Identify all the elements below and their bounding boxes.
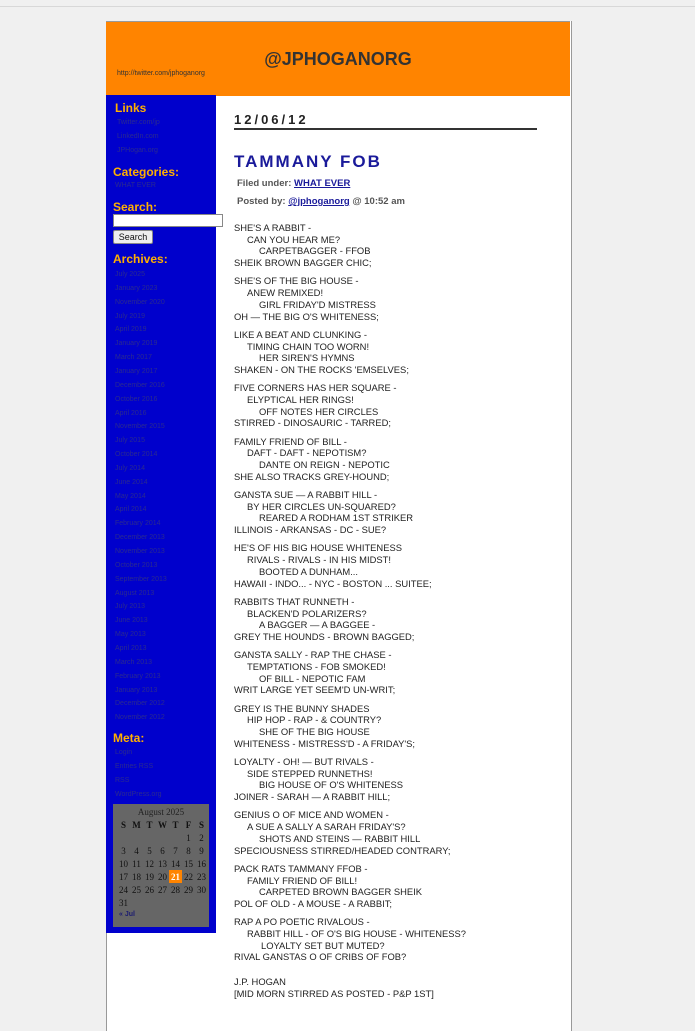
meta-heading: Meta: [113,731,145,745]
archive-link[interactable]: September 2013 [115,575,167,583]
calendar-day: 29 [184,884,193,895]
archive-link[interactable]: December 2012 [115,700,165,708]
calendar-day: 12 [145,858,154,869]
browser-top-divider [0,6,695,7]
poem-line: BY HER CIRCLES UN-SQUARED? [247,500,396,512]
post-signature [234,976,538,999]
calendar-day [169,831,182,844]
signature-line: [MID MORN STIRRED AS POSTED - P&P 1ST] [234,987,434,999]
calendar-day [130,896,143,909]
poem-stanza [234,436,538,483]
calendar-week [117,870,208,883]
poem-stanza [234,382,538,429]
poem-line: GANSTA SALLY - RAP THE CHASE - [234,649,392,661]
poem-line: FIVE CORNERS HAS HER SQUARE - [234,382,397,394]
poem-line: CARPETED BROWN BAGGER SHEIK [259,886,423,898]
meta-link[interactable]: Entries RSS [115,763,154,770]
archive-link[interactable]: October 2014 [115,451,158,459]
poem-line: LIKE A BEAT AND CLUNKING - [234,328,368,340]
poem-line: LOYALTY - OH! — BUT RIVALS - [234,756,374,768]
poem-line: SPECIOUSNESS STIRRED/HEADED CONTRARY; [234,844,451,856]
meta-link[interactable]: RSS [115,777,130,784]
poem-line: HAWAII - INDO... - NYC - BOSTON ... SUITEE; [234,577,432,589]
calendar-day: 23 [197,871,206,882]
search-button[interactable]: Search [113,230,153,244]
poem-line: SHAKEN - ON THE ROCKS 'EMSELVES; [234,363,409,375]
poem-line: RABBITS THAT RUNNETH - [234,595,355,607]
poem-line: A BAGGER — A BAGGEE - [259,619,376,631]
meta-link[interactable]: WordPress.org [115,791,162,798]
poem-line: GANSTA SUE — A RABBIT HILL - [234,489,378,501]
calendar-grid [117,818,208,909]
post-body [234,222,538,1000]
meta-link[interactable]: Login [115,749,133,756]
calendar-day: 6 [160,845,165,856]
calendar-day [143,831,156,844]
poem-line: SIDE STEPPED RUNNETHS! [247,767,373,779]
archive-link[interactable]: February 2014 [115,520,161,528]
poem-stanza [234,809,538,856]
poem-line: DAFT - DAFT - NEPOTISM? [247,447,367,459]
poem-line: SHE OF THE BIG HOUSE [259,726,370,738]
archive-link[interactable]: June 2014 [115,478,148,486]
poem-line: ILLINOIS - ARKANSAS - DC - SUE? [234,524,387,536]
poem-stanza [234,542,538,589]
archive-link[interactable]: May 2014 [115,492,146,500]
archive-link[interactable]: February 2013 [115,672,161,680]
poem-line: SHEIK BROWN BAGGER CHIC; [234,257,372,269]
poem-line: BIG HOUSE OF O'S WHITENESS [259,779,403,791]
calendar-day: 22 [184,871,193,882]
post-filed-under [237,178,350,189]
poem-line: GENIUS O OF MICE AND WOMEN - [234,809,389,821]
calendar-day: 8 [186,845,191,856]
calendar-caption: August 2025 [137,807,185,817]
poem-line: GIRL FRIDAY'D MISTRESS [259,298,376,310]
post-date: 12/06/12 [234,112,309,127]
sidebar-link[interactable]: Twitter.com/jp [117,119,160,126]
calendar-day-header: F [185,819,192,830]
date-divider [234,128,537,130]
calendar-day: 4 [134,845,139,856]
poem-line: REARED A RODHAM 1ST STRIKER [259,512,414,524]
archive-link[interactable]: December 2013 [115,534,165,542]
calendar-week [117,857,208,870]
poem-line: HER SIREN'S HYMNS [259,352,355,364]
poem-stanza [234,222,538,269]
poem-line: WHITENESS - MISTRESS'D - A FRIDAY'S; [234,737,416,749]
archive-link[interactable]: April 2016 [115,409,147,417]
archive-link[interactable]: April 2019 [115,326,147,334]
calendar-day-header: M [132,819,141,830]
archive-link[interactable]: July 2014 [115,464,145,472]
poem-stanza [234,703,538,750]
calendar-day: 10 [119,858,128,869]
calendar-day: 18 [132,871,141,882]
category-link[interactable]: WHAT EVER [115,182,156,189]
archive-link[interactable]: November 2015 [115,423,165,431]
post-time: @ 10:52 am [352,196,405,207]
search-heading: Search: [113,200,158,214]
archive-link[interactable]: August 2013 [115,589,155,597]
site-header [106,21,570,96]
sidebar-link[interactable]: JPHogan.org [117,147,158,154]
poem-line: STIRRED - DINOSAURIC - TARRED; [234,417,391,429]
poem-line: OFF NOTES HER CIRCLES [259,405,379,417]
calendar-day [156,896,169,909]
archive-link[interactable]: October 2013 [115,561,158,569]
archive-link[interactable]: December 2016 [115,381,165,389]
calendar-day: 5 [147,845,152,856]
post-title[interactable]: TAMMANY FOB [234,152,382,171]
poem-line: DANTE ON REIGN - NEPOTIC [259,459,390,471]
poem-line: SHOTS AND STEINS — RABBIT HILL [259,832,421,844]
poem-line: SHE'S OF THE BIG HOUSE - [234,275,359,287]
poem-line: TIMING CHAIN TOO WORN! [247,340,370,352]
calendar-widget [113,804,209,927]
archive-link[interactable]: July 2019 [115,312,145,320]
category-link[interactable]: WHAT EVER [294,178,351,189]
poem-line: RABBIT HILL - OF O'S BIG HOUSE - WHITENESS? [247,927,467,939]
calendar-day: 2 [199,832,204,843]
calendar-day [143,896,156,909]
poem-line: HE'S OF HIS BIG HOUSE WHITENESS [234,542,402,554]
poem-line: RIVALS - RIVALS - IN HIS MIDST! [247,554,391,566]
poem-line: SHE ALSO TRACKS GREY-HOUND; [234,470,390,482]
archive-link[interactable]: January 2013 [115,686,158,694]
archive-link[interactable]: October 2016 [115,395,158,403]
calendar-day: 19 [145,871,154,882]
poem-stanza [234,916,538,963]
poem-line: A SUE A SALLY A SARAH FRIDAY'S? [247,821,406,833]
poem-line: SHE'S A RABBIT - [234,222,312,233]
calendar-day-header: S [120,819,126,830]
poem-line: CARPETBAGGER - FFOB [259,245,371,257]
archive-link[interactable]: July 2015 [115,437,145,445]
archive-link[interactable]: June 2013 [115,617,148,625]
calendar-day [182,896,195,909]
poem-line: FAMILY FRIEND OF BILL - [234,435,347,447]
calendar-day: 7 [173,845,178,856]
calendar-week [117,883,208,896]
archive-link[interactable]: March 2013 [115,658,152,666]
posted-by-label: Posted by: [237,196,286,207]
poem-line: JOINER - SARAH — A RABBIT HILL; [234,791,391,803]
calendar-day: 25 [132,884,141,895]
search-input[interactable] [113,214,223,227]
site-title[interactable]: @JPHOGANORG [264,49,412,69]
calendar-week [117,844,208,857]
poem-stanza [234,756,538,803]
poem-line: ANEW REMIXED! [247,287,324,299]
archive-link[interactable]: January 2017 [115,367,158,375]
calendar-day[interactable]: 21 [171,871,180,882]
calendar-day: 27 [158,884,167,895]
calendar-day [169,896,182,909]
calendar-day-header: S [198,819,204,830]
poem-line: BLACKEN'D POLARIZERS? [247,607,367,619]
calendar-day-header: T [172,819,179,830]
poem-stanza [234,489,538,536]
calendar-day: 20 [158,871,167,882]
archive-link[interactable]: July 2025 [115,271,145,278]
poem-line: FAMILY FRIEND OF BILL! [247,874,358,886]
archive-link[interactable]: November 2020 [115,298,165,306]
poem-stanza [234,649,538,696]
calendar-day-header: T [146,819,153,830]
calendar-week [117,896,208,909]
calendar-day [130,831,143,844]
categories-heading: Categories: [113,165,180,179]
calendar-week [117,831,208,844]
archive-link[interactable]: April 2013 [115,644,147,652]
poem-stanza [234,863,538,910]
archive-link[interactable]: May 2013 [115,631,146,639]
archive-link[interactable]: November 2012 [115,714,165,722]
calendar-day: 14 [171,858,180,869]
post-byline [237,196,405,207]
archive-link[interactable]: November 2013 [115,548,165,555]
calendar-day: 11 [132,858,141,869]
calendar-day-header: W [158,819,167,830]
site-tagline-url[interactable]: http://twitter.com/jphoganorg [117,70,205,77]
calendar-day: 13 [158,858,167,869]
poem-line: PACK RATS TAMMANY FFOB - [234,862,368,874]
archive-link[interactable]: April 2014 [115,506,147,514]
filed-under-label: Filed under: [237,178,292,189]
poem-line: HIP HOP - RAP - & COUNTRY? [247,714,382,726]
poem-line: POL OF OLD - A MOUSE - A RABBIT; [234,897,393,909]
calendar-day: 26 [145,884,154,895]
author-link[interactable]: @jphoganorg [288,196,350,207]
poem-line: GREY IS THE BUNNY SHADES [234,702,370,714]
calendar-day: 3 [121,845,126,856]
poem-line: GREY THE HOUNDS - BROWN BAGGED; [234,630,415,642]
archive-link[interactable]: July 2013 [115,603,145,611]
poem-line: BOOTED A DUNHAM... [259,565,358,577]
archive-link[interactable]: January 2023 [115,284,158,292]
calendar-day: 28 [171,884,180,895]
sidebar [106,95,216,933]
poem-stanza [234,596,538,643]
poem-line: WRIT LARGE YET SEEM'D UN-WRIT; [234,684,396,696]
archive-link[interactable]: January 2019 [115,340,158,348]
poem-line: CAN YOU HEAR ME? [247,233,341,245]
calendar-prev-link[interactable]: « Jul [119,911,135,918]
calendar-day [117,831,130,844]
calendar-day: 16 [197,858,206,869]
calendar-day [156,831,169,844]
poem-line: RIVAL GANSTAS O OF CRIBS OF FOB? [234,951,407,963]
sidebar-link[interactable]: LinkedIn.com [117,133,159,140]
poem-line: OF BILL - NEPOTIC FAM [259,672,366,684]
poem-line: LOYALTY SET BUT MUTED? [261,939,385,951]
calendar-day: 24 [119,884,128,895]
calendar-day: 30 [197,884,206,895]
poem-stanza [234,329,538,376]
poem-line: OH — THE BIG O'S WHITENESS; [234,310,379,322]
signature-line: J.P. HOGAN [234,976,286,988]
poem-line: ELYPTICAL HER RINGS! [247,393,354,405]
archives-heading: Archives: [113,252,168,266]
calendar-day: 9 [199,845,204,856]
poem-stanza [234,275,538,322]
calendar-day [195,896,208,909]
calendar-day: 1 [186,832,191,843]
links-heading: Links [115,101,147,115]
calendar-day: 31 [119,897,128,908]
archive-link[interactable]: March 2017 [115,354,152,362]
poem-line: RAP A PO POETIC RIVALOUS - [234,916,370,928]
calendar-day: 17 [119,871,128,882]
poem-line: TEMPTATIONS - FOB SMOKED! [247,660,386,672]
calendar-day: 15 [184,858,193,869]
